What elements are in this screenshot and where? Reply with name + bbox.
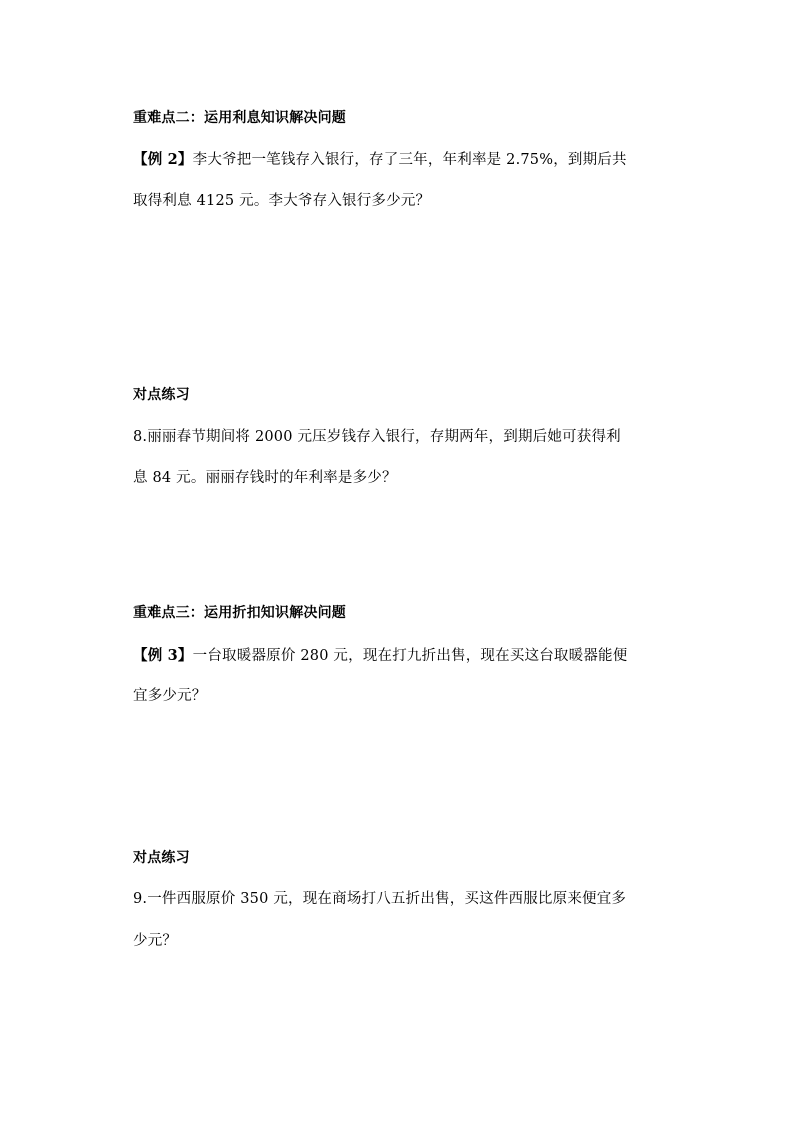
- section3-heading: 重难点三：运用折扣知识解决问题: [133, 605, 346, 621]
- question8-line1: 8.丽丽春节期间将 2000 元压岁钱存入银行，存期两年，到期后她可获得利: [133, 429, 621, 445]
- example3-line1: [133, 646, 627, 666]
- practice-heading-1: 对点练习: [133, 387, 190, 403]
- question8-line2: 息 84 元。丽丽存钱时的年利率是多少？: [133, 470, 397, 486]
- example2-text-line1: 李大爷把一笔钱存入银行，存了三年，年利率是 2.75%，到期后共: [192, 152, 627, 168]
- example2-label: 【例 2】: [133, 151, 193, 168]
- example3-label: 【例 3】: [133, 647, 193, 664]
- example2-line1: [133, 150, 627, 170]
- question9-line2: 少元？: [133, 933, 178, 949]
- section2-heading: 重难点二：运用利息知识解决问题: [133, 110, 346, 126]
- practice-heading-2: 对点练习: [133, 850, 190, 866]
- example2-text-line2: 取得利息 4125 元。李大爷存入银行多少元？: [133, 193, 431, 209]
- question9-line1: 9.一件西服原价 350 元，现在商场打八五折出售，买这件西服比原来便宜多: [133, 891, 627, 907]
- example3-text-line2: 宜多少元？: [133, 688, 207, 704]
- example3-text-line1: 一台取暖器原价 280 元，现在打九折出售，现在买这台取暖器能便: [192, 648, 628, 664]
